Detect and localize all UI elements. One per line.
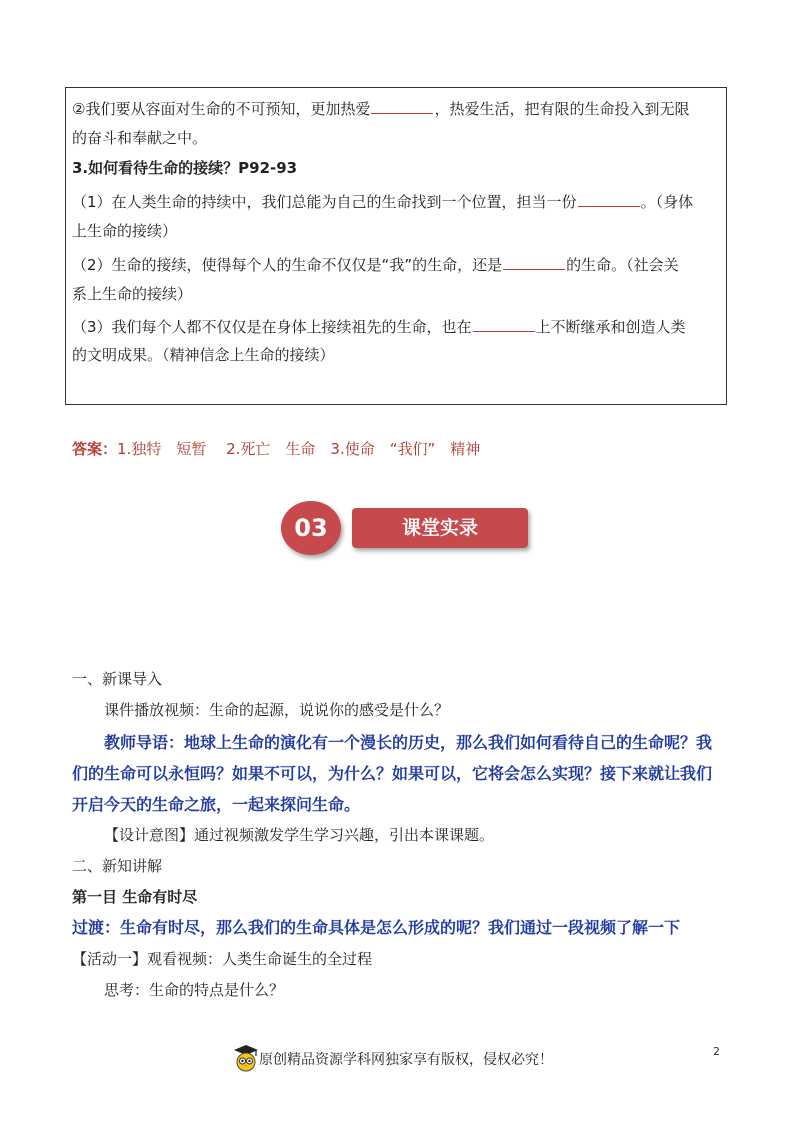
box-p1 (72, 190, 693, 212)
box-p1-b: 。（身体 (640, 193, 694, 211)
blank-1 (371, 97, 433, 114)
box-heading-3: 3.如何看待生命的接续？P92-93 (72, 159, 298, 177)
video-prompt: 课件播放视频：生命的起源，说说你的感受是什么？ (104, 701, 450, 719)
graduate-owl-icon (233, 1044, 259, 1072)
box-p2-b: 的生命。（社会关 (566, 256, 679, 274)
section-title: 课堂实录 (401, 517, 478, 539)
answer-label: 答案： (72, 440, 118, 458)
box-p2-a: （2）生命的接续，使得每个人的生命不仅仅是“我”的生命，还是 (72, 256, 503, 274)
box-line-1-a: ②我们要从容面对生命的不可预知，更加热爱 (72, 100, 371, 118)
think-question: 思考：生命的特点是什么？ (104, 981, 285, 999)
blank-2 (578, 190, 640, 207)
teacher-intro-1: 教师导语：地球上生命的演化有一个漫长的历史，那么我们如何看待自己的生命呢？我 (104, 733, 713, 752)
box-line-2: 的奋斗和奉献之中。 (72, 129, 208, 147)
box-line-1 (72, 97, 689, 119)
answer-values: 1.独特 短暂 2.死亡 生命 3.使命 “我们” 精神 (117, 440, 481, 458)
section-new-lesson: 一、新课导入 (72, 670, 163, 688)
box-p1-a: （1）在人类生命的持续中，我们总能为自己的生命找到一个位置，担当一份 (72, 193, 577, 211)
box-line-1-b: ，热爱生活，把有限的生命投入到无限 (434, 100, 690, 118)
box-p1-c: 上生命的接续） (72, 222, 178, 240)
box-p3 (72, 315, 686, 337)
activity-1: 【活动一】观看视频：人类生命诞生的全过程 (72, 950, 373, 968)
page-number: 2 (713, 1045, 720, 1058)
subsection-1-title: 第一目 生命有时尽 (72, 888, 198, 906)
section-new-knowledge: 二、新知讲解 (72, 857, 163, 875)
box-p3-a: （3）我们每个人都不仅仅是在身体上接续祖先的生命，也在 (72, 318, 472, 336)
section-number: 03 (294, 514, 328, 542)
teacher-intro-2: 们的生命可以永恒吗？如果不可以，为什么？如果可以，它将会怎么实现？接下来就让我们 (72, 764, 713, 783)
answer-line (72, 439, 480, 459)
transition-text: 过渡：生命有时尽，那么我们的生命具体是怎么形成的呢？我们通过一段视频了解一下 (72, 918, 681, 937)
box-p2-c: 系上生命的接续） (72, 285, 193, 303)
footer-copyright: 原创精品资源学科网独家享有版权，侵权必究！ (259, 1052, 553, 1068)
blank-3 (503, 253, 565, 270)
blank-4 (473, 315, 535, 332)
box-p2 (72, 253, 679, 275)
box-p3-c: 的文明成果。（精神信念上生命的接续） (72, 346, 335, 364)
teacher-intro-3: 开启今天的生命之旅，一起来探问生命。 (72, 795, 361, 814)
design-intent: 【设计意图】通过视频激发学生学习兴趣，引出本课课题。 (104, 826, 495, 844)
box-p3-b: 上不断继承和创造人类 (535, 318, 686, 336)
